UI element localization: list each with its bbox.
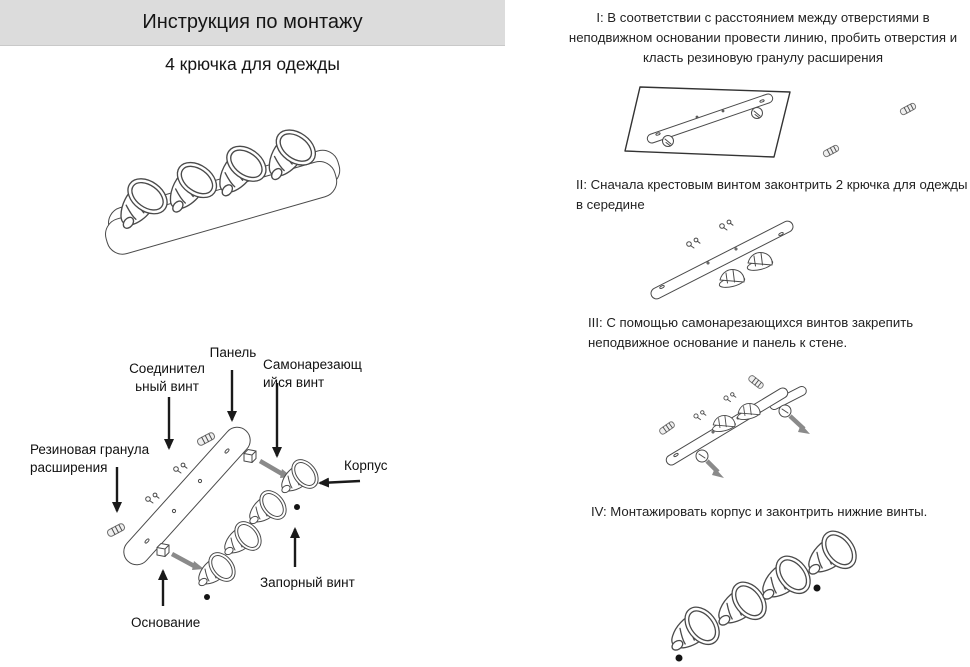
hook-body-3 (223, 517, 266, 557)
wall-screw-bottom (696, 450, 724, 478)
page-title: Инструкция по монтажу (142, 11, 363, 33)
hook-body-3 (761, 550, 817, 601)
hook-body-4 (807, 525, 863, 576)
dowel-bottom (106, 523, 125, 538)
label-connecting-screw: Соединительный винт (129, 361, 205, 394)
hook-body-1 (280, 455, 323, 495)
label-rubber-granule: Резиновая гранула расширения (30, 442, 150, 475)
title-banner (0, 0, 505, 46)
page-subtitle: 4 крючка для одежды (165, 54, 340, 74)
assembled-hooks-drawing (85, 122, 355, 272)
drill-hole-1 (752, 108, 763, 119)
dowel-top (196, 432, 215, 447)
hook-body-4 (197, 548, 240, 588)
label-base: Основание (131, 615, 201, 630)
step-3-diagram (650, 368, 970, 490)
step-2-diagram (640, 208, 820, 308)
step-1-text: I: В соответствии с расстоянием между отверстиями в неподвижном основании провести линию, пробить отверстия и класть резиновую гранулу расширения (568, 10, 958, 65)
step-1-diagram (610, 78, 960, 178)
step-3-text: III: С помощью самонарезающихся винтов закрепить неподвижное основание и панель к стене. (588, 315, 914, 350)
label-self-tapping-screw: Самонарезающийся винт (263, 357, 362, 390)
label-locking-screw: Запорный винт (260, 575, 355, 590)
step-4-text: IV: Монтажировать корпус и законтрить нижние винты. (591, 504, 928, 519)
body-arrow (320, 481, 360, 483)
hook-body-1 (670, 601, 726, 652)
step-2-text: II: Сначала крестовым винтом законтрить 2 крючка для одежды в середине (576, 177, 968, 212)
exploded-diagram (20, 355, 420, 655)
nut-bottom (157, 544, 169, 557)
drill-hole-2 (663, 136, 674, 147)
step-4-diagram (660, 524, 900, 667)
connecting-screw-bottom (172, 554, 204, 570)
nut-top (244, 450, 256, 463)
wall-screw-right (779, 405, 810, 434)
label-panel: Панель (209, 345, 257, 360)
label-body: Корпус (344, 458, 388, 473)
